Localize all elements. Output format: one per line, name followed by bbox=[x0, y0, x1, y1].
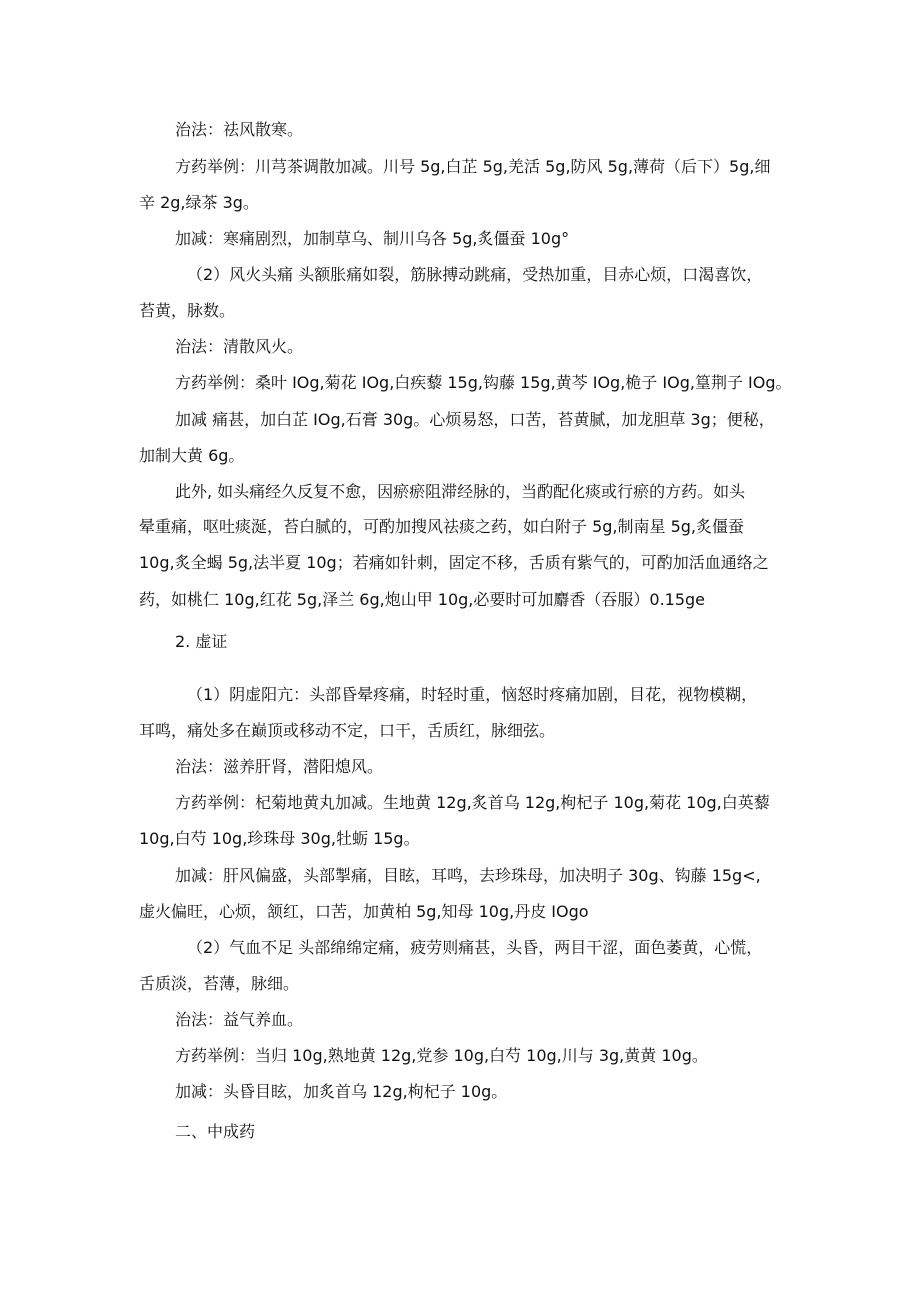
text-line: 苔黄，脉数。 bbox=[139, 301, 236, 320]
text-line: 晕重痛，呕吐痰涎，苔白腻的，可酌加搜风祛痰之药，如白附子 5g,制南星 5g,炙僵蚕 bbox=[139, 517, 745, 536]
text-line: （2）风火头痛 头额胀痛如裂，筋脉搏动跳痛，受热加重，目赤心烦，口渴喜饮， bbox=[187, 265, 763, 284]
text-line: 方药举例：川芎茶调散加减。川号 5g,白芷 5g,羌活 5g,防风 5g,薄荷（后下）5g,细 bbox=[175, 157, 771, 176]
text-line: 方药举例：桑叶 IOg,菊花 IOg,白疾藜 15g,钩藤 15g,黄芩 IOg,桅子 IOg,篁荆子 IOg。 bbox=[175, 373, 792, 392]
text-line: 此外, 如头痛经久反复不愈，因瘀瘀阻滞经脉的，当酌配化痰或行瘀的方药。如头 bbox=[175, 482, 746, 501]
text-line: 治法：祛风散寒。 bbox=[175, 120, 304, 139]
text-line: 10g,白芍 10g,珍珠母 30g,牡蛎 15g。 bbox=[139, 829, 420, 848]
text-line: 治法：清散风火。 bbox=[175, 337, 304, 356]
text-line: 舌质淡，苔薄，脉细。 bbox=[139, 974, 300, 993]
section-heading: 2. 虚证 bbox=[175, 632, 228, 651]
text-line: 辛 2g,绿茶 3g。 bbox=[139, 193, 259, 212]
text-line: 治法：益气养血。 bbox=[175, 1010, 304, 1029]
text-line: 加减：头昏目眩，加炙首乌 12g,枸杞子 10g。 bbox=[175, 1082, 508, 1101]
text-line: 加减：寒痛剧烈，加制草乌、制川乌各 5g,炙僵蚕 10g° bbox=[175, 229, 570, 248]
text-line: 耳鸣，痛处多在巅顶或移动不定，口干，舌质红，脉细弦。 bbox=[139, 721, 556, 740]
section-heading: 二、中成药 bbox=[175, 1122, 256, 1141]
text-line: 方药举例：当归 10g,熟地黄 12g,党参 10g,白芍 10g,川与 3g,黄黄 10g。 bbox=[175, 1046, 708, 1065]
text-line: 药，如桃仁 10g,红花 5g,泽兰 6g,炮山甲 10g,必要时可加麝香（吞服）0.15ge bbox=[139, 590, 706, 609]
text-line: （1）阴虚阳亢：头部昏晕疼痛，时轻时重，恼怒时疼痛加剧，目花，视物模糊， bbox=[187, 685, 758, 704]
text-line: 加减 痛甚，加白芷 IOg,石膏 30g。心烦易怒，口苦，苔黄腻，加龙胆草 3g；便秘， bbox=[175, 410, 775, 429]
text-line: （2）气血不足 头部绵绵定痛，疲劳则痛甚，头昏，两目干涩，面色萎黄，心慌， bbox=[187, 938, 763, 957]
text-line: 加制大黄 6g。 bbox=[139, 446, 245, 465]
text-line: 方药举例：杞菊地黄丸加减。生地黄 12g,炙首乌 12g,枸杞子 10g,菊花 10g,白英藜 bbox=[175, 793, 770, 812]
text-line: 10g,炙全蝎 5g,法半夏 10g；若痛如针刺，固定不移，舌质有紫气的，可酌加活血通络之 bbox=[139, 553, 769, 572]
text-line: 治法：滋养肝肾，潜阳熄风。 bbox=[175, 757, 384, 776]
text-line: 虚火偏旺，心烦，颔红，口苦，加黄柏 5g,知母 10g,丹皮 IOgo bbox=[139, 902, 589, 921]
text-line: 加减：肝风偏盛，头部掣痛，目眩，耳鸣，去珍珠母，加决明子 30g、钩藤 15g<, bbox=[175, 866, 761, 885]
